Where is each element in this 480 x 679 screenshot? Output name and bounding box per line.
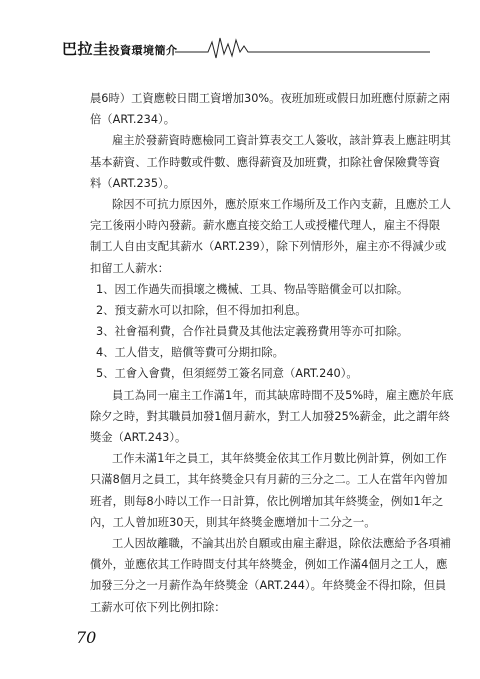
text-line: 除夕之時，對其職員加發1個月薪水，對工人加發25%薪金，此之謂年終 [90,409,450,423]
header-title-main: 巴拉圭 [62,40,109,58]
text-line: 內，工人曾加班30天，則其年終獎金應增加十二分之一。 [90,515,376,529]
text-line: 除因不可抗力原因外，應於原來工作場所及工作內支薪，且應於工人 [112,197,451,211]
text-line: 獎金（ART.243）。 [90,431,187,444]
text-line: 基本薪資、工作時數或件數、應得薪資及加班費，扣除社會保險費等資 [90,155,441,169]
text-line: 4、工人借支，賠償等費可分期扣除。 [96,346,284,360]
text-line: 完工後兩小時內發薪。薪水應直接交給工人或授權代理人，雇主不得限 [90,219,441,233]
text-line: 工薪水可依下列比例扣除： [90,600,226,614]
text-line: 制工人自由支配其薪水（ART.239），除下列情形外，雇主亦不得減少或 [90,240,447,254]
text-line: 只滿8個月之員工，其年終獎金只有月薪的三分之二。工人在當年內曾加 [90,473,448,487]
text-line: 3、社會福利費，合作社員費及其他法定義務費用等亦可扣除。 [96,325,409,339]
header-title-sub: 投資環境簡介 [108,44,178,57]
text-line: 工作未滿1年之員工，其年終獎金依其工作月數比例計算，例如工作 [112,452,447,466]
text-line: 加發三分之一月薪作為年終獎金（ART.244）。年終獎金不得扣除，但員 [90,579,447,593]
text-line: 2、預支薪水可以扣除，但不得加扣利息。 [96,303,307,317]
text-line: 償外，並應依其工作時間支付其年終獎金，例如工作滿4個月之工人，應 [90,558,448,572]
header-title [62,38,178,59]
text-line: 扣留工人薪水： [90,261,170,275]
page-header [0,32,480,62]
page-number: 70 [76,628,97,647]
text-line: 倍（ART.234）。 [90,113,176,127]
text-line: 雇主於發薪資時應檢同工資計算表交工人簽收，該計算表上應註明其 [112,134,451,148]
text-line: 料（ART.235）。 [90,176,176,190]
text-line: 班者，則每8小時以工作一日計算，依比例增加其年終獎金，例如1年之 [90,494,444,508]
text-line: 工人因故離職，不論其出於自願或由雇主辭退，除依法應給予各項補 [112,536,451,550]
body-text [90,88,454,618]
text-line: 5、工會入會費，但須經勞工簽名同意（ART.240）。 [96,367,358,381]
text-line: 1、因工作過失而損壞之機械、工具、物品等賠償金可以扣除。 [96,282,409,296]
text-line: 晨6時）工資應較日間工資增加30%。夜班加班或假日加班應付原薪之兩 [90,92,450,105]
text-line: 員工為同一雇主工作滿1年，而其缺席時間不及5%時，雇主應於年底 [112,388,454,402]
